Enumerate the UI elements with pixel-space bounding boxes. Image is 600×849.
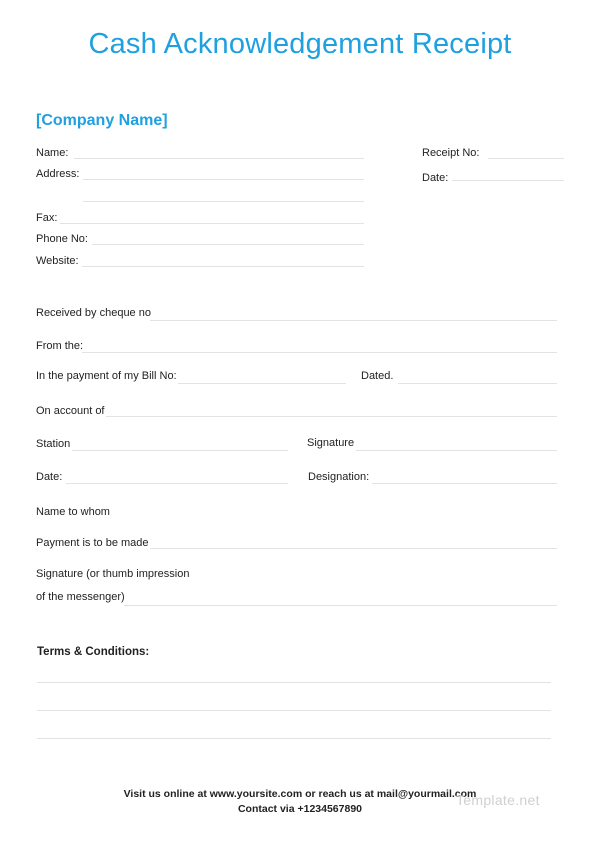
fax-label: Fax: <box>36 212 58 224</box>
phone-label: Phone No: <box>36 233 88 245</box>
website-label: Website: <box>36 255 79 267</box>
name-to-whom-label: Name to whom <box>36 506 110 518</box>
date-top-field[interactable] <box>452 180 564 181</box>
date-top-label: Date: <box>422 172 449 184</box>
receipt-no-label: Receipt No: <box>422 147 480 159</box>
terms-line-3[interactable] <box>37 738 551 739</box>
receipt-title: Cash Acknowledgement Receipt <box>88 28 512 60</box>
signature-label: Signature <box>307 437 355 449</box>
bill-no-label: In the payment of my Bill No: <box>36 370 177 382</box>
address-field-line-2[interactable] <box>83 201 364 202</box>
from-the-field[interactable] <box>82 352 557 353</box>
designation-field[interactable] <box>372 483 557 484</box>
phone-field[interactable] <box>92 244 364 245</box>
receipt-no-field[interactable] <box>488 158 564 159</box>
address-field-line-1[interactable] <box>83 179 364 180</box>
on-account-of-label: On account of <box>36 405 105 417</box>
website-field[interactable] <box>82 266 364 267</box>
dated-label: Dated. <box>361 370 394 382</box>
terms-line-1[interactable] <box>37 682 551 683</box>
messenger-signature-field[interactable] <box>124 605 557 606</box>
signature-field[interactable] <box>356 450 557 451</box>
name-label: Name: <box>36 147 69 159</box>
company-name: [Company Name] <box>36 112 168 129</box>
from-the-label: From the: <box>36 340 84 352</box>
signature-thumb-label: Signature (or thumb impression <box>36 568 190 580</box>
footer-phone-line: Contact via +1234567890 <box>237 803 363 815</box>
messenger-label: of the messenger) <box>36 591 125 603</box>
fax-field[interactable] <box>60 223 364 224</box>
date-label: Date: <box>36 471 63 483</box>
payment-to-field[interactable] <box>150 548 557 549</box>
designation-label: Designation: <box>308 471 370 483</box>
cheque-no-field[interactable] <box>150 320 557 321</box>
payment-made-label: Payment is to be made <box>36 537 149 549</box>
terms-heading: Terms & Conditions: <box>37 646 150 658</box>
footer-contact-line: Visit us online at www.yoursite.com or reach us at mail@yourmail.com <box>123 788 477 800</box>
on-account-of-field[interactable] <box>106 416 557 417</box>
station-field[interactable] <box>72 450 288 451</box>
terms-line-2[interactable] <box>37 710 551 711</box>
name-field[interactable] <box>74 158 364 159</box>
address-label: Address: <box>36 168 80 180</box>
date-field[interactable] <box>66 483 288 484</box>
bill-no-field[interactable] <box>178 383 346 384</box>
watermark-logo: Template.net <box>456 792 540 808</box>
dated-field[interactable] <box>398 383 557 384</box>
station-label: Station <box>36 438 71 450</box>
received-by-cheque-label: Received by cheque no <box>36 307 151 319</box>
